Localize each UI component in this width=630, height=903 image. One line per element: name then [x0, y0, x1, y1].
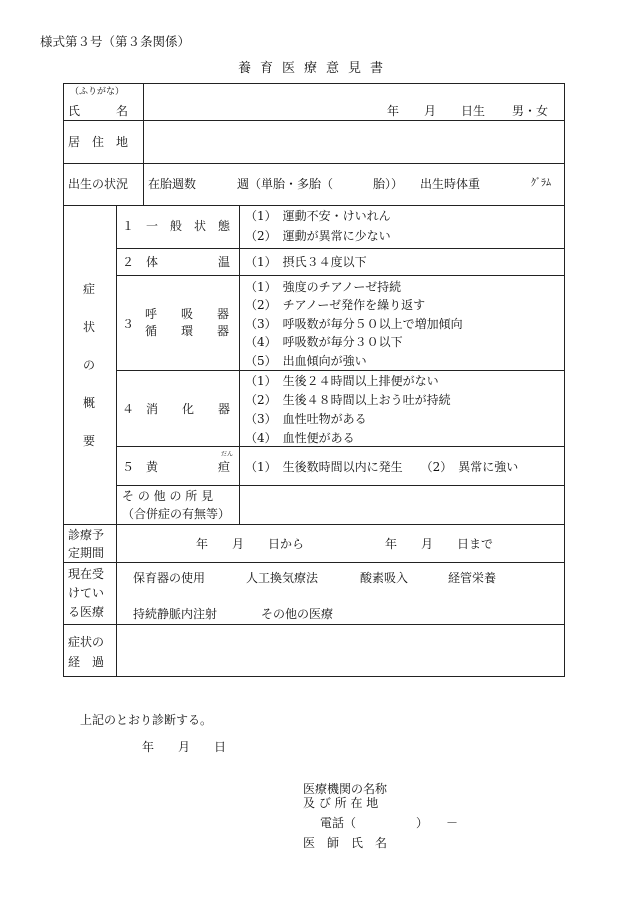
treatment-from: 年 月 日から	[196, 537, 305, 551]
col-divider	[239, 205, 240, 524]
row-divider	[116, 275, 565, 276]
section-jaundice: ５ 黄 疸	[122, 460, 231, 474]
symptom-item: （1） 摂氏３４度以下	[245, 255, 367, 269]
institution-address-label: 及 び 所 在 地	[303, 796, 379, 810]
col-divider	[116, 205, 117, 677]
symptom-item: （5） 出血傾向が強い	[245, 354, 367, 368]
name-label: 氏 名	[68, 104, 129, 118]
form-number: 様式第３号（第３条関係）	[40, 34, 191, 49]
treatment-period-label: 診療予	[68, 528, 105, 542]
symptom-item: （2） チアノーゼ発作を繰り返す	[245, 298, 426, 312]
row-divider	[116, 485, 565, 486]
row-divider	[63, 562, 565, 563]
row-divider	[116, 370, 565, 371]
gestation-weeks-label: 在胎週数	[148, 177, 197, 191]
symptom-item: （4） 血性便がある	[245, 431, 355, 445]
symptoms-group-label	[83, 283, 95, 473]
birth-weight-unit: ｸﾞﾗﾑ	[531, 178, 551, 189]
symptom-item: （1） 強度のチアノーゼ持続	[245, 280, 402, 294]
section-respiratory-number: ３	[122, 317, 135, 331]
section-digestive: ４ 消 化 器	[122, 402, 231, 416]
symptom-item: （1） 生後２４時間以上排便がない	[245, 374, 439, 388]
treatment-period-label: 定期間	[68, 546, 105, 560]
doctor-name-label: 医 師 氏 名	[303, 836, 388, 850]
row-divider	[63, 524, 565, 525]
other-findings-note: （合併症の有無等）	[122, 507, 231, 521]
row-divider	[63, 120, 565, 121]
birth-weight-label: 出生時体重	[420, 177, 481, 191]
diagnosis-statement: 上記のとおり診断する。	[80, 713, 213, 727]
diagnosis-date: 年 月 日	[142, 740, 227, 754]
fetus-count-unit: 胎））	[373, 177, 404, 191]
symptom-item: （1） 運動不安・けいれん	[245, 209, 391, 223]
row-divider	[63, 205, 565, 206]
section-body-temperature: ２ 体 温	[122, 255, 231, 269]
section-respiratory: 呼 吸 器	[145, 307, 230, 321]
care-option: 保育器の使用	[133, 571, 206, 585]
symptoms-group-char: 症	[83, 282, 96, 296]
jaundice-ruby: だん	[221, 451, 234, 458]
care-option: その他の医療	[261, 607, 334, 621]
symptoms-group-char: の	[83, 358, 96, 372]
birth-status-label: 出生の状況	[68, 177, 129, 191]
progress-label: 症状の	[68, 635, 105, 649]
treatment-to: 年 月 日まで	[385, 537, 494, 551]
care-option: 酸素吸入	[360, 571, 409, 585]
current-care-label: 現在受	[68, 567, 105, 581]
care-option: 持続静脈内注射	[133, 607, 218, 621]
current-care-label: る医療	[68, 605, 105, 619]
row-divider	[63, 163, 565, 164]
other-findings-label: そ の 他 の 所 見	[122, 489, 214, 503]
symptom-item: （4） 呼吸数が毎分３０以下	[245, 335, 403, 349]
row-divider	[116, 248, 565, 249]
progress-label: 経 過	[68, 655, 105, 669]
symptom-item: （2） 生後４８時間以上おう吐が持続	[245, 393, 451, 407]
symptom-item: （3） 血性吐物がある	[245, 412, 367, 426]
symptom-item: （2） 運動が異常に少ない	[245, 229, 391, 243]
col-divider	[143, 83, 144, 205]
birth-day-label: 日生	[461, 104, 486, 118]
birth-month-label: 月	[424, 104, 437, 118]
birth-year-label: 年	[387, 104, 400, 118]
section-general-condition: １ 一 般 状 態	[122, 219, 231, 233]
gestation-weeks-unit: 週（単胎・多胎（	[237, 177, 334, 191]
symptoms-group-char: 概	[83, 396, 96, 410]
care-option: 人工換気療法	[246, 571, 319, 585]
institution-name-label: 医療機関の名称	[303, 782, 388, 796]
symptom-item: （3） 呼吸数が毎分５０以上で増加傾向	[245, 317, 463, 331]
sex-options: 男・女	[512, 104, 549, 118]
care-option: 経管栄養	[448, 571, 497, 585]
row-divider	[63, 624, 565, 625]
address-label: 居 住 地	[68, 135, 129, 149]
furigana-label: （ふりがな）	[70, 87, 125, 97]
section-circulatory: 循 環 器	[145, 324, 230, 338]
phone-label: 電話（ ） －	[320, 816, 459, 830]
row-divider	[116, 446, 565, 447]
symptom-item: （1） 生後数時間以内に発生 （2） 異常に強い	[245, 460, 519, 474]
symptoms-group-char: 要	[83, 434, 96, 448]
page-title: 養育医療意見書	[237, 61, 392, 76]
symptoms-group-char: 状	[83, 320, 96, 334]
current-care-label: けてい	[68, 586, 105, 600]
